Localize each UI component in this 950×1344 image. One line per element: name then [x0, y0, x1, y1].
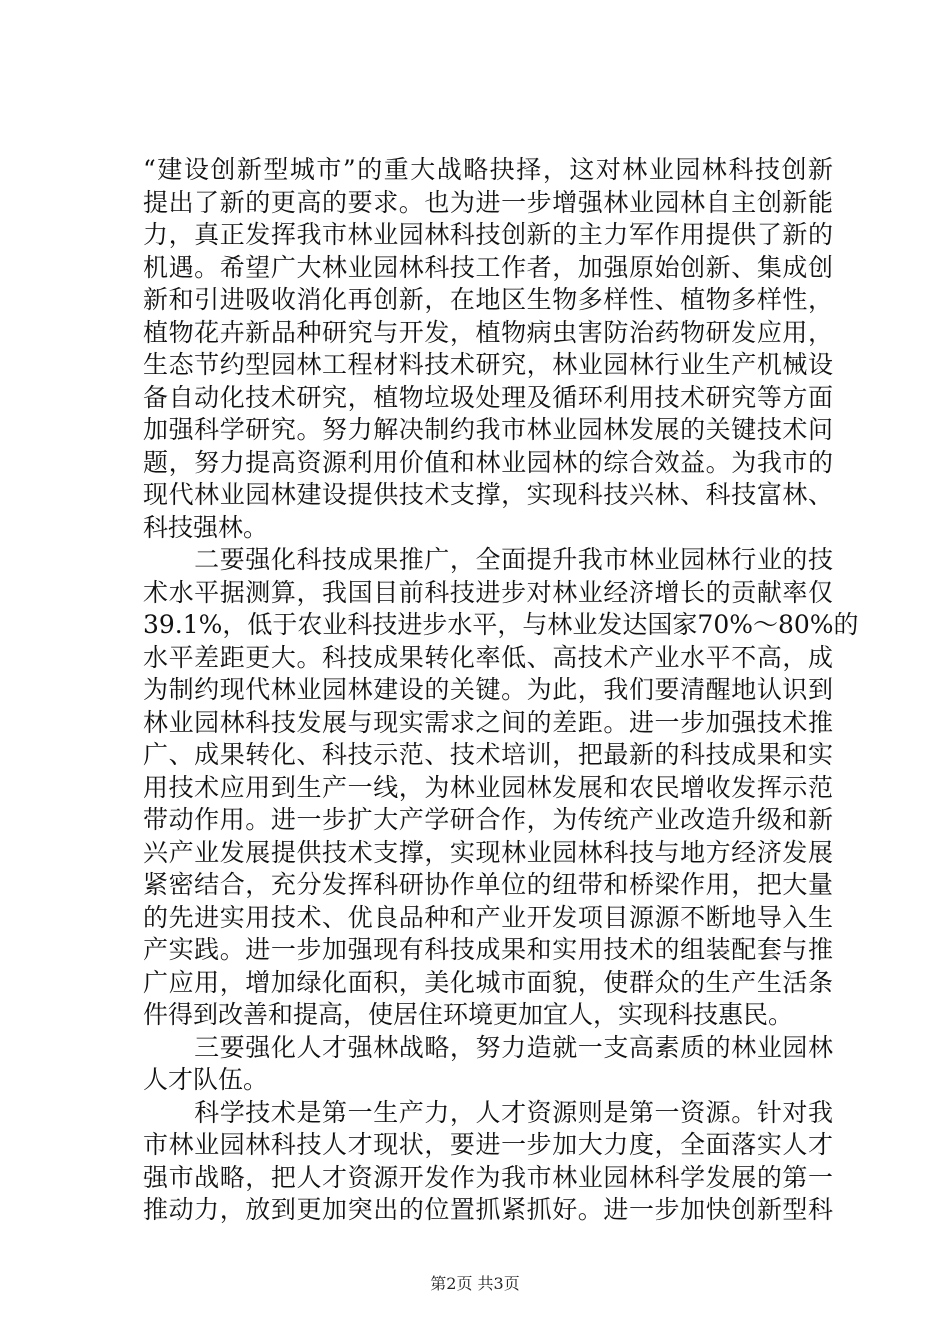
text-line: 题，努力提高资源利用价值和林业园林的综合效益。为我市的 — [143, 447, 833, 477]
text-line: 紧密结合，充分发挥科研协作单位的纽带和桥梁作用，把大量 — [143, 870, 833, 899]
text-line: “建设创新型城市”的重大战略抉择，这对林业园林科技创新 — [143, 155, 833, 184]
text-line: 市林业园林科技人才现状，要进一步加大力度，全面落实人才 — [143, 1130, 833, 1159]
text-line: 机遇。希望广大林业园林科技工作者，加强原始创新、集成创 — [143, 252, 833, 282]
page-footer: 第2页 共3页 — [430, 1274, 520, 1293]
text-line: 件得到改善和提高，使居住环境更加宜人，实现科技惠民。 — [143, 1000, 794, 1029]
text-line: 科学技术是第一生产力，人才资源则是第一资源。针对我 — [143, 1097, 833, 1127]
text-line: 林业园林科技发展与现实需求之间的差距。进一步加强技术推 — [143, 707, 833, 737]
text-line: 水平差距更大。科技成果转化率低、高技术产业水平不高，成 — [143, 642, 833, 672]
text-line: 力，真正发挥我市林业园林科技创新的主力军作用提供了新的 — [143, 220, 833, 249]
text-line: 兴产业发展提供技术支撑，实现林业园林科技与地方经济发展 — [143, 837, 833, 867]
text-line: 植物花卉新品种研究与开发，植物病虫害防治药物研发应用， — [143, 317, 833, 347]
text-line: 带动作用。进一步扩大产学研合作，为传统产业改造升级和新 — [143, 805, 833, 834]
text-line: 人才队伍。 — [143, 1065, 269, 1094]
text-line: 为制约现代林业园林建设的关键。为此，我们要清醒地认识到 — [143, 675, 833, 704]
text-line: 三要强化人才强林战略，努力造就一支高素质的林业园林 — [143, 1032, 833, 1062]
text-line: 用技术应用到生产一线，为林业园林发展和农民增收发挥示范 — [143, 772, 833, 802]
text-line: 的先进实用技术、优良品种和产业开发项目源源不断地导入生 — [143, 902, 833, 932]
text-line: 加强科学研究。努力解决制约我市林业园林发展的关键技术问 — [143, 415, 833, 444]
text-line: 生态节约型园林工程材料技术研究，林业园林行业生产机械设 — [143, 350, 833, 379]
text-line: 二要强化科技成果推广，全面提升我市林业园林行业的技 — [143, 545, 833, 574]
text-line: 现代林业园林建设提供技术支撑，实现科技兴林、科技富林、 — [143, 480, 833, 509]
body-text — [143, 154, 859, 1227]
text-line: 产实践。进一步加强现有科技成果和实用技术的组装配套与推 — [143, 935, 833, 964]
text-line: 推动力，放到更加突出的位置抓紧抓好。进一步加快创新型科 — [143, 1195, 833, 1224]
text-line: 提出了新的更高的要求。也为进一步增强林业园林自主创新能 — [143, 187, 833, 217]
text-line: 科技强林。 — [143, 512, 269, 542]
text-line: 术水平据测算，我国目前科技进步对林业经济增长的贡献率仅 — [143, 577, 833, 607]
text-line: 新和引进吸收消化再创新，在地区生物多样性、植物多样性， — [143, 285, 833, 314]
text-line: 广应用，增加绿化面积，美化城市面貌，使群众的生产生活条 — [143, 967, 833, 997]
text-line: 强市战略，把人才资源开发作为我市林业园林科学发展的第一 — [143, 1162, 833, 1192]
text-line: 广、成果转化、科技示范、技术培训，把最新的科技成果和实 — [143, 740, 833, 769]
text-line: 备自动化技术研究，植物垃圾处理及循环利用技术研究等方面 — [143, 382, 833, 412]
text-line: 39.1%，低于农业科技进步水平，与林业发达国家70%～80%的 — [143, 610, 859, 639]
